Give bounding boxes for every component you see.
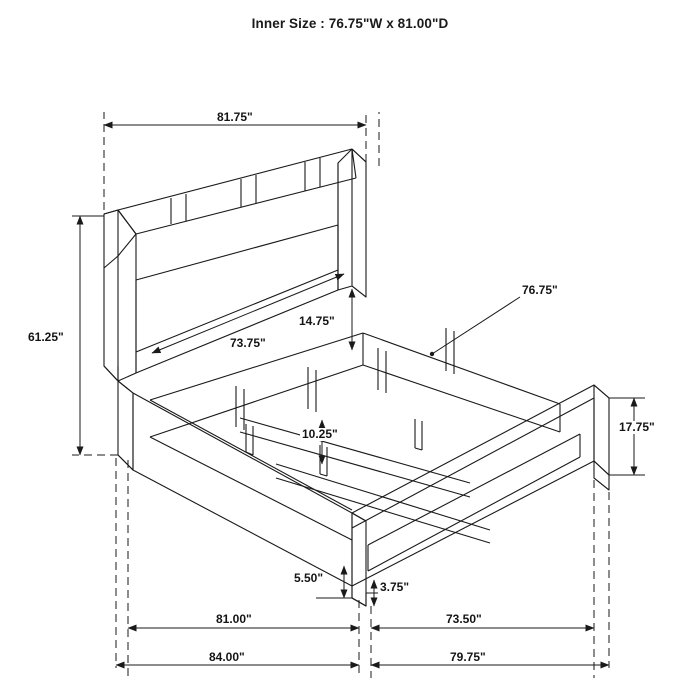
dimension-label-overall-depth-left: 84.00"	[209, 650, 245, 664]
dimension-label-headboard-inner-width: 73.75"	[230, 336, 266, 350]
dimension-label-footboard-height: 17.75"	[619, 420, 655, 434]
dimension-label-headboard-height: 61.25"	[28, 330, 64, 344]
dimension-label-clearance: 5.50"	[294, 571, 324, 585]
dimension-label-slat-height: 10.25"	[302, 427, 338, 441]
dimension-label-headboard-panel-height: 14.75"	[299, 314, 335, 328]
bed-outline	[104, 149, 609, 606]
dimension-label-side-depth-right: 73.50"	[446, 612, 482, 626]
dimension-label-overall-depth-right: 79.75"	[450, 650, 486, 664]
dimension-label-top-width: 81.75"	[217, 110, 253, 124]
dimension-label-side-depth-left: 81.00"	[216, 612, 252, 626]
dimension-label-inner-width-callout: 76.75"	[522, 283, 558, 297]
dimension-label-foot-leg: 3.75"	[380, 580, 410, 594]
page-title: Inner Size : 76.75"W x 81.00"D	[251, 16, 449, 31]
dimension-lines	[72, 112, 645, 678]
